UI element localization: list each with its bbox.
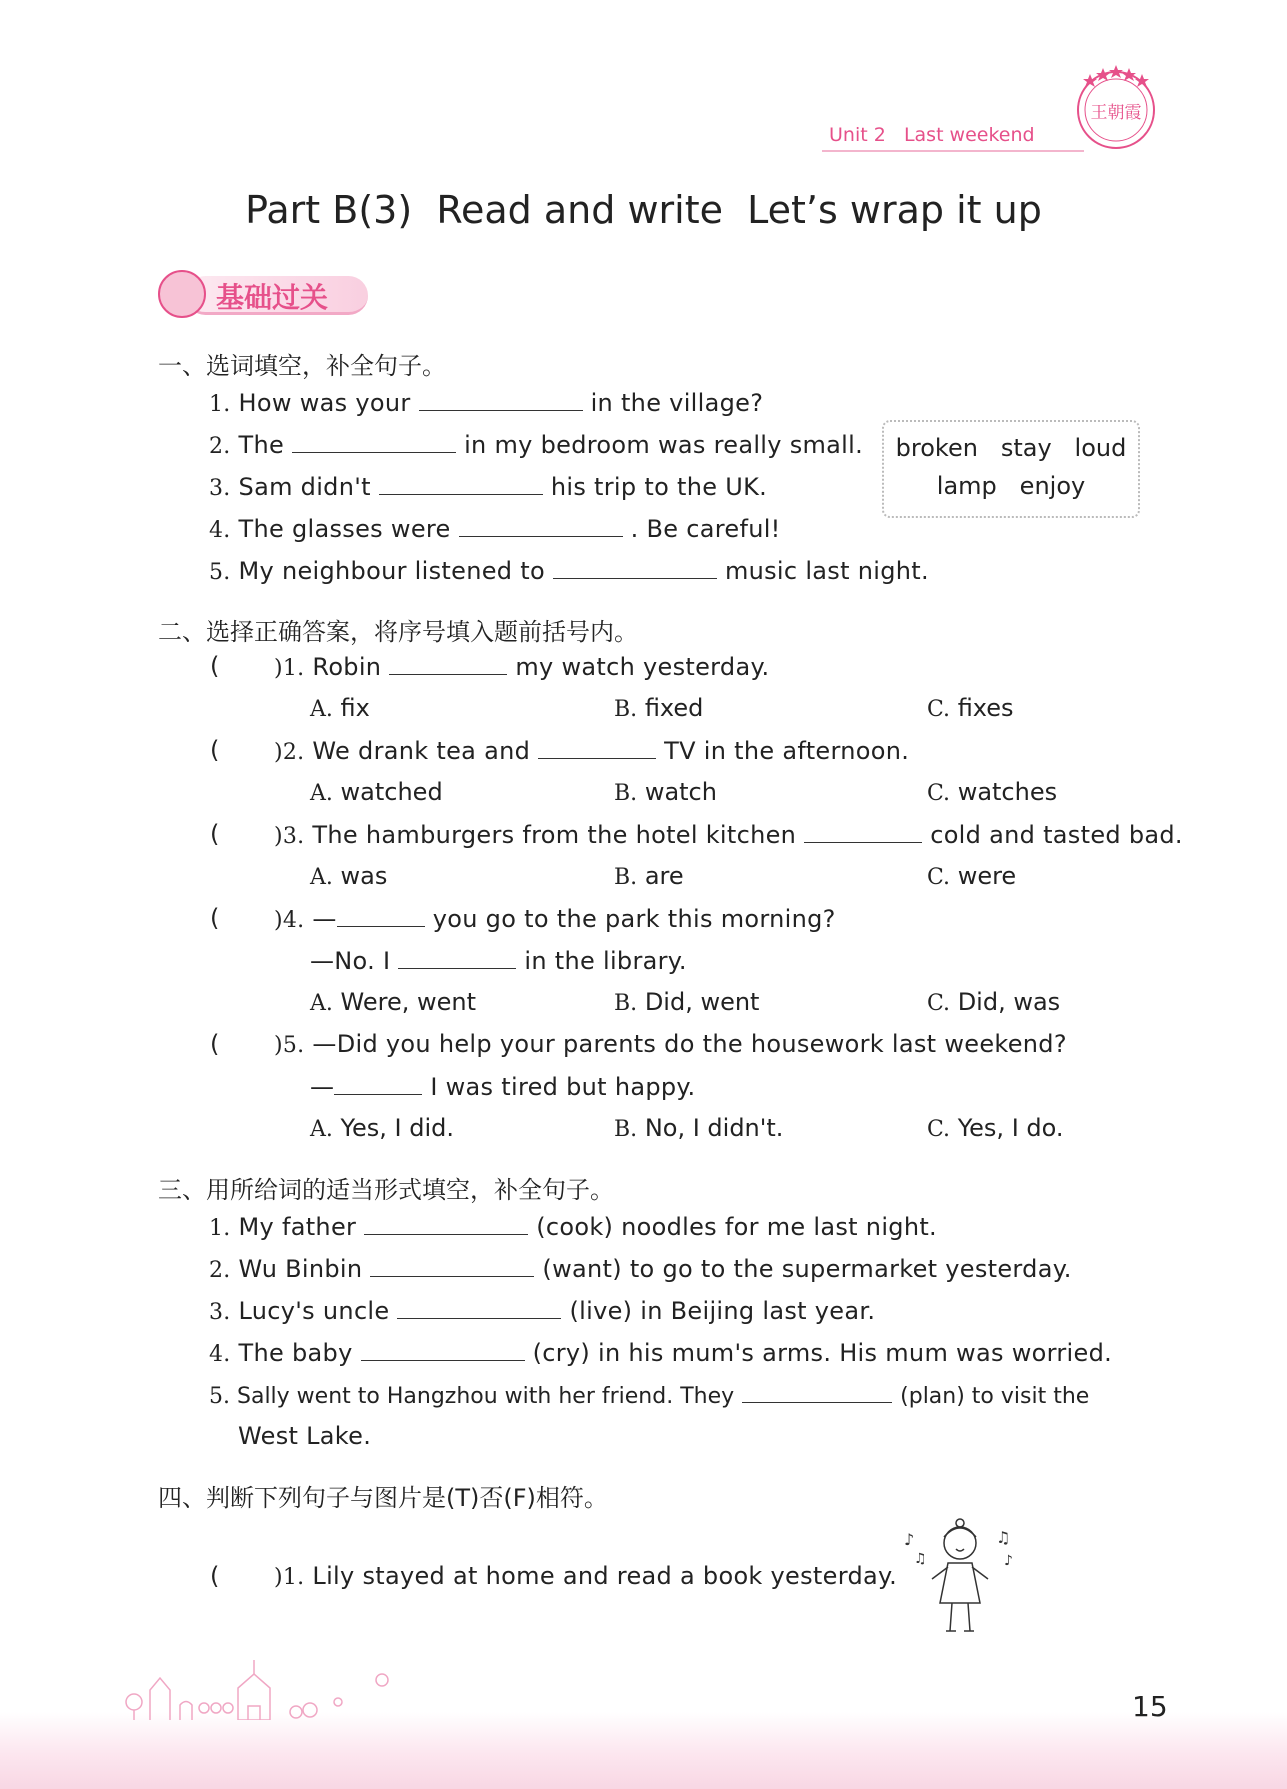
s2-q4-reply: —No. I in the library. xyxy=(310,947,687,975)
s2-q2-option-c[interactable]: C. watches xyxy=(927,778,1058,806)
answer-blank[interactable] xyxy=(337,904,425,927)
s2-q1: )1. Robin my watch yesterday. xyxy=(274,653,770,681)
unit-title: Last weekend xyxy=(903,124,1035,146)
answer-paren[interactable]: ( xyxy=(210,820,220,848)
s3-item-3: 3. Lucy's uncle (live) in Beijing last year. xyxy=(209,1297,876,1325)
word-box-line2: lamp enjoy xyxy=(936,472,1086,500)
s2-q5-option-c[interactable]: C. Yes, I do. xyxy=(927,1114,1064,1142)
s2-q1-option-b[interactable]: B. fixed xyxy=(614,694,704,722)
section1-heading: 一、选词填空，补全句子。 xyxy=(158,352,446,380)
svg-text:♪: ♪ xyxy=(904,1530,915,1549)
s2-q4-option-c[interactable]: C. Did, was xyxy=(927,988,1061,1016)
answer-blank[interactable] xyxy=(804,820,922,843)
answer-paren[interactable]: ( xyxy=(210,652,220,680)
s2-q5-option-b[interactable]: B. No, I didn't. xyxy=(614,1114,784,1142)
page-title: Part B(3) Read and write Let’s wrap it up xyxy=(245,188,1042,232)
answer-paren[interactable]: ( xyxy=(210,736,220,764)
header-underline xyxy=(822,150,1084,152)
s2-q2: )2. We drank tea and TV in the afternoon. xyxy=(274,737,910,765)
s3-item-5-cont: West Lake. xyxy=(238,1422,372,1450)
s2-q5: )5. —Did you help your parents do the housework last weekend? xyxy=(274,1030,1067,1058)
answer-blank[interactable] xyxy=(397,1296,561,1319)
s2-q3: )3. The hamburgers from the hotel kitchen cold and tasted bad. xyxy=(274,821,1183,849)
answer-blank[interactable] xyxy=(538,736,656,759)
girl-music-illustration xyxy=(900,1515,1020,1640)
section3-heading: 三、用所给词的适当形式填空，补全句子。 xyxy=(158,1176,614,1204)
word-box-line1: broken stay loud xyxy=(895,434,1127,462)
girl-icon xyxy=(158,270,206,318)
footer-town-decoration xyxy=(120,1650,390,1720)
s1-item-3: 3. Sam didn't his trip to the UK. xyxy=(209,473,768,501)
answer-blank[interactable] xyxy=(553,556,717,579)
header-unit xyxy=(829,124,1035,146)
s2-q4-option-a[interactable]: A. Were, went xyxy=(310,988,476,1016)
answer-paren[interactable]: ( xyxy=(210,1030,220,1058)
brand-logo xyxy=(1072,64,1160,152)
answer-blank[interactable] xyxy=(370,1254,534,1277)
logo-text: 王朝霞 xyxy=(1090,103,1142,123)
section4-heading: 四、判断下列句子与图片是(T)否(F)相符。 xyxy=(158,1484,608,1512)
s2-q1-option-a[interactable]: A. fix xyxy=(310,694,370,722)
answer-blank[interactable] xyxy=(334,1072,422,1095)
s2-q5-option-a[interactable]: A. Yes, I did. xyxy=(310,1114,455,1142)
answer-blank[interactable] xyxy=(419,388,583,411)
banner-label: 基础过关 xyxy=(216,281,329,314)
s1-item-5: 5. My neighbour listened to music last night. xyxy=(209,557,929,585)
s2-q4: )4. — you go to the park this morning? xyxy=(274,905,836,933)
word-box xyxy=(882,420,1140,518)
s2-q5-reply: — I was tired but happy. xyxy=(310,1073,696,1101)
svg-text:♫: ♫ xyxy=(996,1528,1011,1547)
s2-q4-option-b[interactable]: B. Did, went xyxy=(614,988,760,1016)
s1-item-4: 4. The glasses were . Be careful! xyxy=(209,515,781,543)
answer-blank[interactable] xyxy=(742,1380,892,1403)
answer-blank[interactable] xyxy=(361,1338,525,1361)
s2-q2-option-b[interactable]: B. watch xyxy=(614,778,717,806)
s2-q3-option-c[interactable]: C. were xyxy=(927,862,1017,890)
unit-label: Unit 2 xyxy=(829,124,886,146)
s2-q2-option-a[interactable]: A. watched xyxy=(310,778,443,806)
s2-q3-option-b[interactable]: B. are xyxy=(614,862,684,890)
answer-paren[interactable]: ( xyxy=(210,904,220,932)
page-number: 15 xyxy=(1132,1690,1168,1723)
s1-item-2: 2. The in my bedroom was really small. xyxy=(209,431,864,459)
s4-q1: )1. Lily stayed at home and read a book yesterday. xyxy=(274,1562,897,1590)
s3-item-5: 5. Sally went to Hangzhou with her friend. They (plan) to visit the xyxy=(209,1380,1089,1409)
answer-paren[interactable]: ( xyxy=(210,1562,220,1590)
s1-item-1: 1. How was your in the village? xyxy=(209,389,764,417)
s2-q3-option-a[interactable]: A. was xyxy=(310,862,388,890)
footer-band xyxy=(0,1712,1287,1789)
svg-text:♫: ♫ xyxy=(914,1551,927,1567)
answer-blank[interactable] xyxy=(292,430,456,453)
answer-blank[interactable] xyxy=(389,652,507,675)
s3-item-4: 4. The baby (cry) in his mum's arms. His mum was worried. xyxy=(209,1339,1113,1367)
svg-text:♪: ♪ xyxy=(1004,1553,1013,1569)
answer-blank[interactable] xyxy=(379,472,543,495)
answer-blank[interactable] xyxy=(364,1212,528,1235)
s3-item-2: 2. Wu Binbin (want) to go to the supermarket yesterday. xyxy=(209,1255,1072,1283)
section-banner xyxy=(158,270,373,318)
s2-q1-option-c[interactable]: C. fixes xyxy=(927,694,1014,722)
s3-item-1: 1. My father (cook) noodles for me last night. xyxy=(209,1213,937,1241)
answer-blank[interactable] xyxy=(398,946,516,969)
section2-heading: 二、选择正确答案，将序号填入题前括号内。 xyxy=(158,618,638,646)
answer-blank[interactable] xyxy=(459,514,623,537)
